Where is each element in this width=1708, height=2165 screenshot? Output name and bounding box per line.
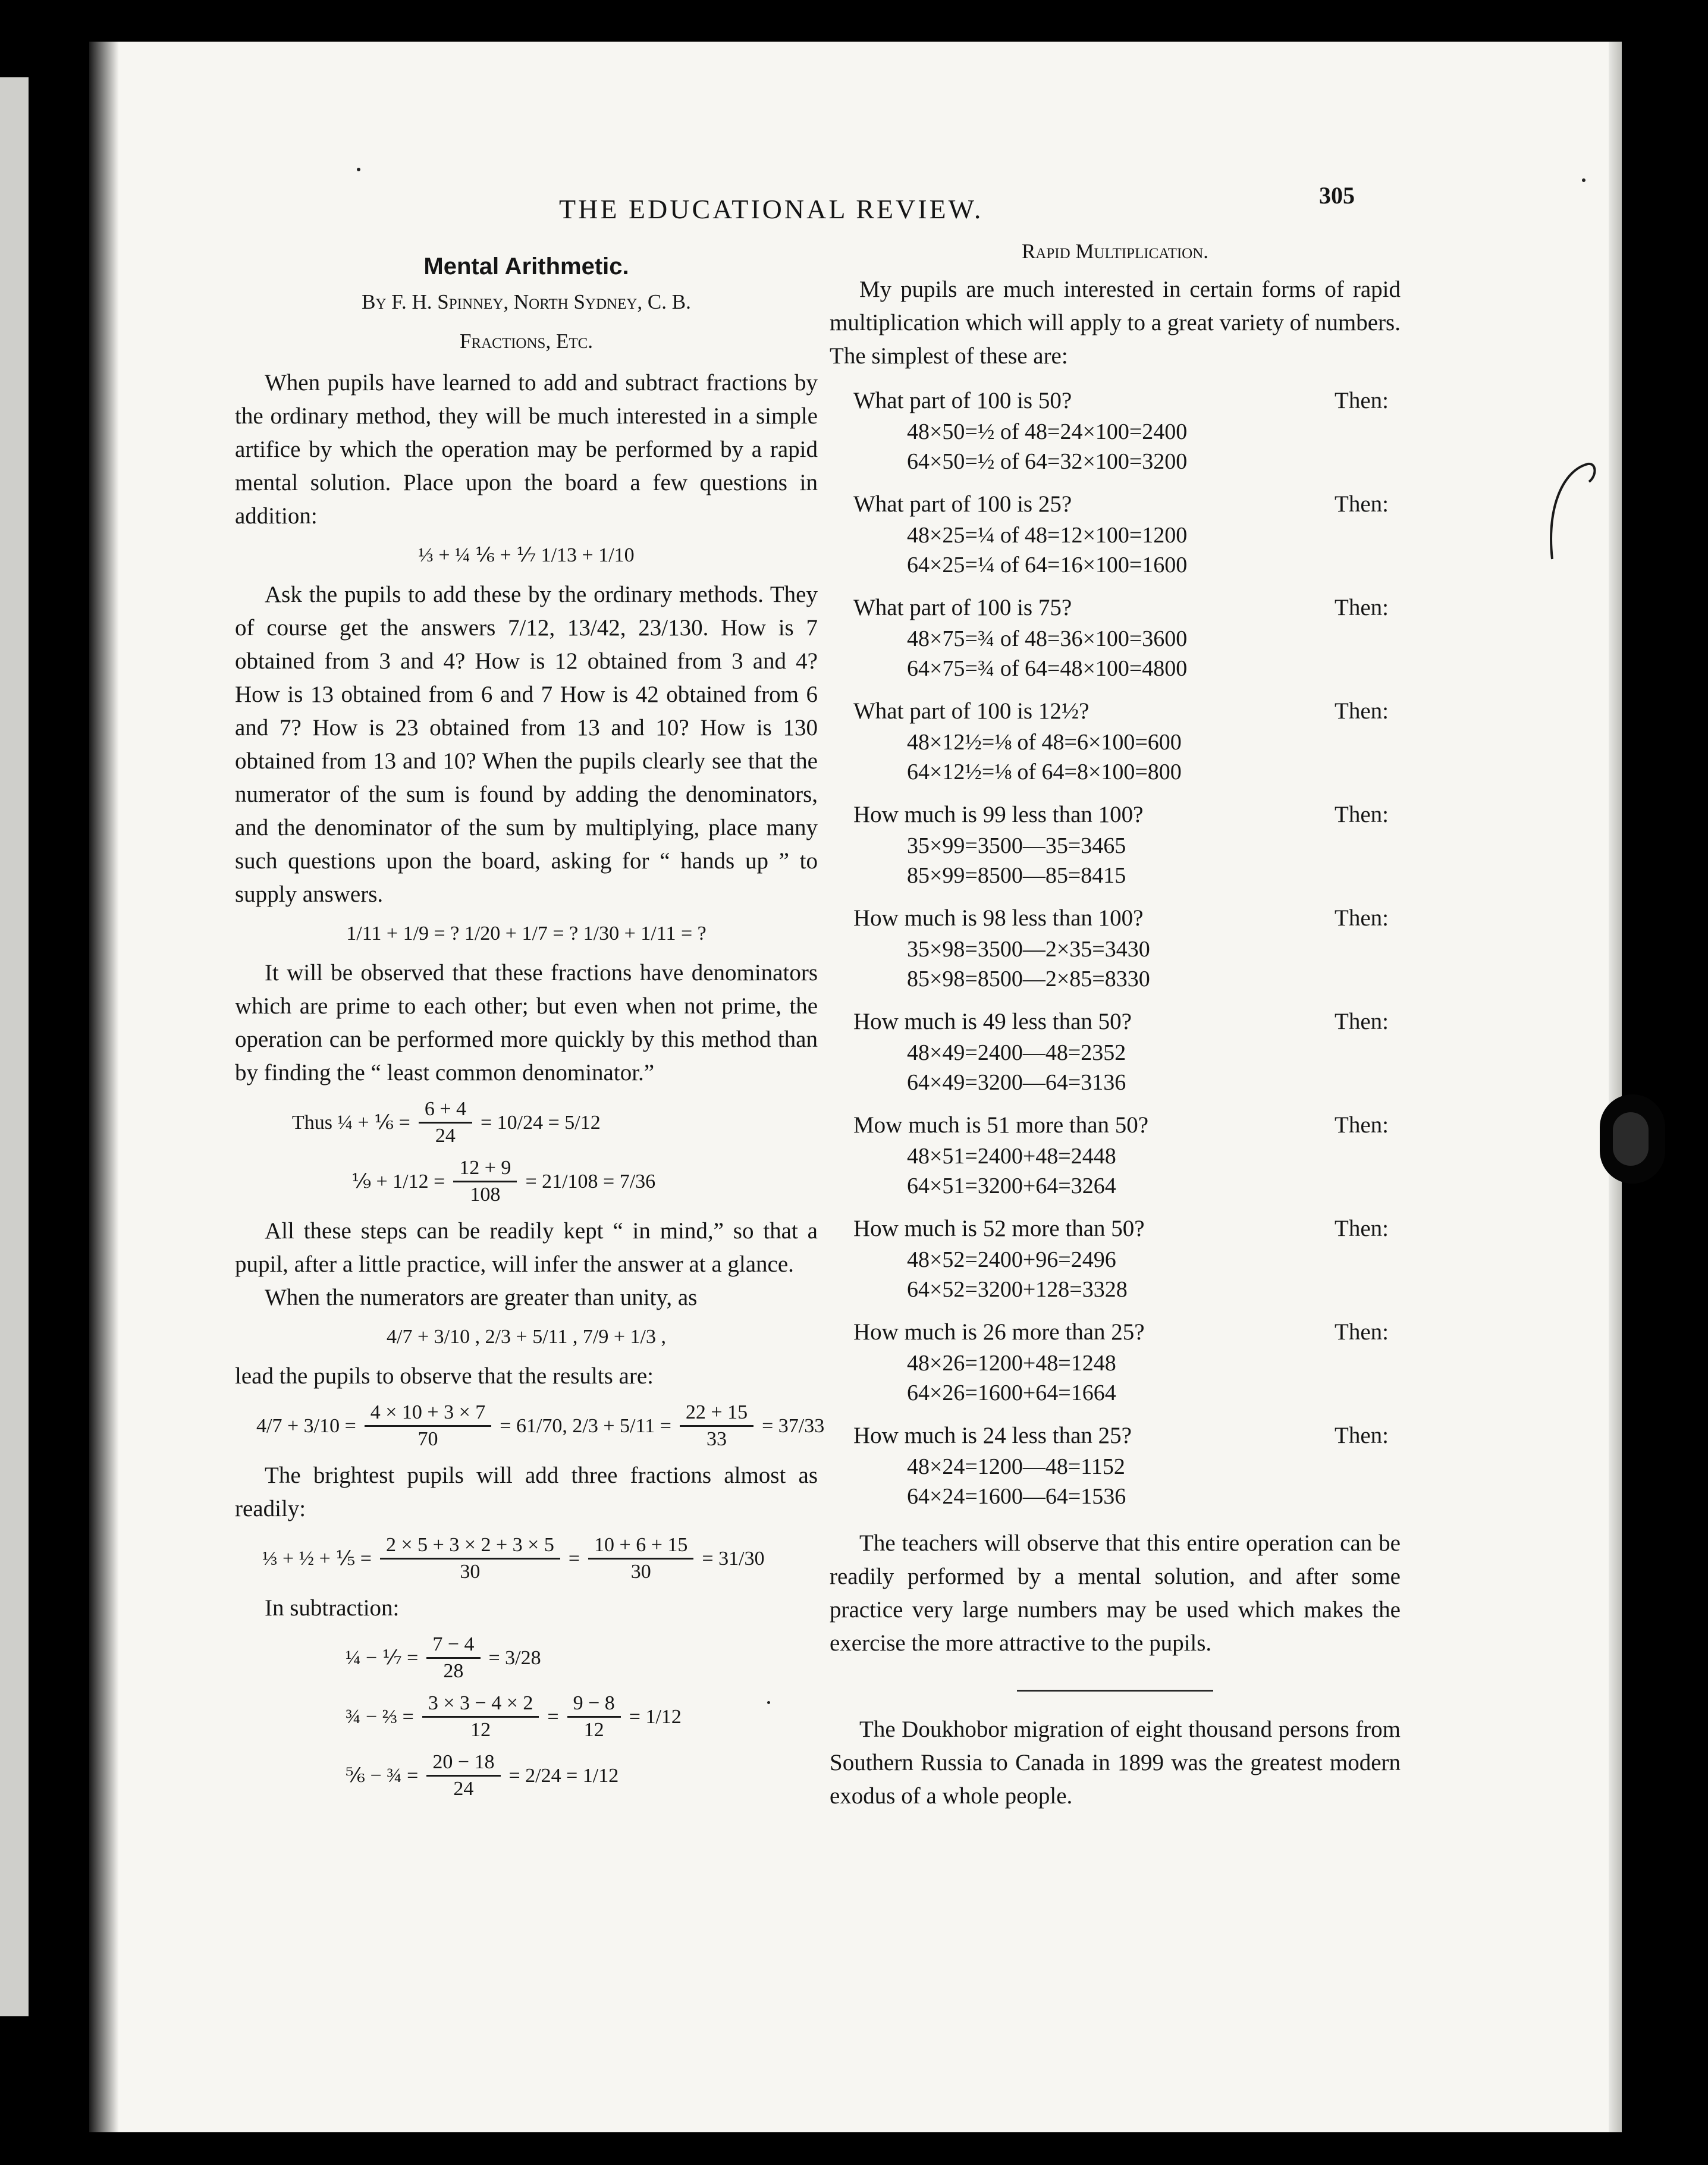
then-label: Then:: [1335, 1112, 1389, 1138]
example-equation: 64×25=¼ of 64=16×100=1600: [907, 553, 1188, 578]
example-equation: 48×49=2400—48=2352: [907, 1040, 1126, 1065]
denominator: 12: [470, 1719, 491, 1741]
page-right-edge: [1609, 42, 1622, 2132]
fraction: [453, 1156, 517, 1207]
example-equation: 64×49=3200—64=3136: [907, 1070, 1126, 1095]
equation-tail: = 2/24 = 1/12: [508, 1764, 619, 1787]
binder-clip-hole: [1613, 1112, 1649, 1166]
fraction: [422, 1691, 539, 1743]
then-label: Then:: [1335, 595, 1389, 620]
right-column: [830, 235, 1401, 1813]
paragraph: My pupils are much interested in certain forms of rapid multiplication which will apply to a great variety of numbers. The simplest of these are:: [830, 277, 1401, 369]
question-text: What part of 100 is 75?: [853, 595, 1072, 620]
fraction: [380, 1533, 560, 1584]
numerator: 4 × 10 + 3 × 7: [365, 1400, 492, 1427]
then-label: Then:: [1335, 1423, 1389, 1448]
paragraph: All these steps can be readily kept “ in mind,” so that a pupil, after a little practice, will infer the answer at a glance.: [235, 1218, 818, 1277]
equation: [235, 1533, 818, 1584]
question-text: What part of 100 is 50?: [853, 388, 1072, 413]
paragraph: The Doukhobor migration of eight thousand persons from Southern Russia to Canada in 1899 was the greatest modern exodus of a whole people.: [830, 1717, 1401, 1809]
article-byline: By F. H. Spinney, North Sydney, C. B.: [362, 290, 691, 313]
example-equation: 64×24=1600—64=1536: [907, 1484, 1126, 1509]
equation: [235, 1097, 818, 1149]
section-divider: [1017, 1690, 1213, 1692]
paragraph: When pupils have learned to add and subtract fractions by the ordinary method, they will be much interested in a simple artifice by which the operation may be performed by a rapid mental solution. Place upon the board a few questions in addition:: [235, 370, 818, 529]
equation-lead: Thus ¼ + ⅙ =: [292, 1111, 410, 1134]
fraction: [588, 1533, 693, 1584]
equation: [235, 1691, 818, 1743]
speck-mark: [1582, 178, 1585, 182]
equation-tail: = 10/24 = 5/12: [481, 1111, 601, 1134]
denominator: 24: [453, 1778, 474, 1800]
question-text: How much is 52 more than 50?: [853, 1216, 1145, 1241]
equation-mid: =: [547, 1705, 559, 1728]
question-text: How much is 98 less than 100?: [853, 905, 1144, 931]
paragraph: When the numerators are greater than unity, as: [265, 1285, 698, 1310]
numerator: 7 − 4: [426, 1632, 480, 1659]
example-equation: 64×51=3200+64=3264: [907, 1174, 1116, 1198]
example-equation: 48×51=2400+48=2448: [907, 1144, 1116, 1169]
left-column: [235, 250, 825, 1809]
equation-tail: = 21/108 = 7/36: [525, 1170, 656, 1193]
example-equation: 64×26=1600+64=1664: [907, 1380, 1116, 1405]
numerator: 6 + 4: [419, 1097, 472, 1124]
example-question: [830, 1006, 1401, 1038]
question-text: How much is 49 less than 50?: [853, 1009, 1132, 1034]
multiplication-examples: [830, 385, 1401, 1511]
speck-mark: [357, 168, 360, 171]
then-label: Then:: [1335, 802, 1389, 827]
denominator: 108: [470, 1184, 501, 1206]
then-label: Then:: [1335, 388, 1389, 413]
numerator: 2 × 5 + 3 × 2 + 3 × 5: [380, 1533, 560, 1560]
equation-tail: = 37/33: [762, 1414, 825, 1437]
equation-tail: = 31/30: [702, 1547, 765, 1570]
adjacent-page-edge: [0, 77, 29, 2016]
denominator: 24: [435, 1125, 456, 1147]
paragraph: It will be observed that these fractions have denominators which are prime to each other; but even when not prime, the operation can be performed more quickly by this method than by finding the “ least common denominator.”: [235, 960, 818, 1085]
equation-lead: ¼ − ⅐ =: [346, 1646, 419, 1669]
fraction: [419, 1097, 472, 1149]
example-question: [830, 1213, 1401, 1245]
equation-lead: ¾ − ⅔ =: [346, 1705, 414, 1728]
paragraph: Ask the pupils to add these by the ordinary methods. They of course get the answers 7/12, 13/42, 23/130. How is 7 obtained from 3 and 4? How is 12 obtained from 3 and 4? How is 13 obtained from 6 and 7 How is 42 obtained from 6 and 7? How is 23 obtained from 13 and 10? How is 130 obtained from 13 and 10? When the pupils clearly see that the numerator of the sum is found by adding the denominators, and the denominator of the sum by multiplying, place many such questions upon the board, asking for “ hands up ” to supply answers.: [235, 582, 818, 907]
equation-mid: =: [568, 1547, 580, 1570]
then-label: Then:: [1335, 1009, 1389, 1034]
pencil-mark-icon: [1546, 452, 1600, 571]
example-fractions: 1/11 + 1/9 = ? 1/20 + 1/7 = ? 1/30 + 1/11 = ?: [346, 923, 707, 945]
question-text: How much is 26 more than 25?: [853, 1319, 1145, 1345]
then-label: Then:: [1335, 1319, 1389, 1345]
numerator: 3 × 3 − 4 × 2: [422, 1691, 539, 1718]
equation-tail: = 1/12: [629, 1705, 682, 1728]
example-fractions: ⅓ + ¼ ⅙ + ⅐ 1/13 + 1/10: [418, 544, 635, 566]
then-label: Then:: [1335, 1216, 1389, 1241]
example-equation: 64×50=½ of 64=32×100=3200: [907, 449, 1188, 474]
example-equation: 48×50=½ of 48=24×100=2400: [907, 419, 1188, 444]
equation-tail: = 3/28: [488, 1646, 541, 1669]
binding-shadow: [89, 42, 119, 2132]
equation-lead: ⅑ + 1/12 =: [351, 1170, 445, 1193]
denominator: 70: [417, 1428, 438, 1450]
equation-lead: ⅓ + ½ + ⅕ =: [262, 1547, 372, 1570]
denominator: 30: [460, 1561, 481, 1583]
example-question: [830, 1420, 1401, 1452]
paragraph: The teachers will observe that this entire operation can be readily performed by a mental solution, and after some practice very large numbers may be used which makes the exercise the more attractive to the pupils.: [830, 1530, 1401, 1656]
question-text: What part of 100 is 12½?: [853, 698, 1090, 724]
denominator: 33: [706, 1428, 727, 1450]
example-equation: 48×75=¾ of 48=36×100=3600: [907, 626, 1188, 651]
question-text: What part of 100 is 25?: [853, 491, 1072, 517]
example-equation: 35×98=3500—2×35=3430: [907, 937, 1150, 962]
article-title: Mental Arithmetic.: [423, 253, 629, 280]
example-equation: 48×25=¼ of 48=12×100=1200: [907, 523, 1188, 548]
example-equation: 85×98=8500—2×85=8330: [907, 967, 1150, 991]
example-equation: 48×26=1200+48=1248: [907, 1351, 1116, 1376]
equation-tail: = 61/70, 2/3 + 5/11 =: [500, 1414, 671, 1437]
fraction: [365, 1400, 492, 1452]
example-equation: 64×52=3200+128=3328: [907, 1277, 1128, 1302]
example-equation: 48×12½=⅛ of 48=6×100=600: [907, 730, 1182, 755]
example-equation: 48×24=1200—48=1152: [907, 1454, 1125, 1479]
article-subtitle: Fractions, Etc.: [459, 330, 594, 353]
fraction: [426, 1750, 500, 1802]
question-text: How much is 99 less than 100?: [853, 802, 1144, 827]
example-equation: 85×99=8500—85=8415: [907, 863, 1126, 888]
paragraph: The brightest pupils will add three fractions almost as readily:: [235, 1463, 818, 1521]
fraction: [680, 1400, 753, 1452]
example-equation: 64×75=¾ of 64=48×100=4800: [907, 656, 1188, 681]
numerator: 22 + 15: [680, 1400, 753, 1427]
example-question: [830, 488, 1401, 520]
example-question: [830, 1316, 1401, 1348]
fraction: [567, 1691, 621, 1743]
paragraph: In subtraction:: [265, 1595, 400, 1621]
denominator: 12: [583, 1719, 604, 1741]
numerator: 9 − 8: [567, 1691, 621, 1718]
example-question: [830, 799, 1401, 831]
example-question: [830, 695, 1401, 727]
denominator: 28: [443, 1660, 464, 1682]
equation: [235, 1156, 818, 1207]
example-question: [830, 902, 1401, 934]
equation: [235, 1632, 818, 1684]
denominator: 30: [630, 1561, 651, 1583]
example-equation: 35×99=3500—35=3465: [907, 833, 1126, 858]
equation: [235, 1750, 818, 1802]
numerator: 10 + 6 + 15: [588, 1533, 693, 1560]
example-fractions: 4/7 + 3/10 , 2/3 + 5/11 , 7/9 + 1/3 ,: [387, 1326, 666, 1348]
then-label: Then:: [1335, 491, 1389, 517]
paragraph: lead the pupils to observe that the results are:: [235, 1363, 654, 1389]
then-label: Then:: [1335, 698, 1389, 724]
example-equation: 48×52=2400+96=2496: [907, 1247, 1116, 1272]
question-text: How much is 24 less than 25?: [853, 1423, 1132, 1448]
example-equation: 64×12½=⅛ of 64=8×100=800: [907, 760, 1182, 785]
numerator: 20 − 18: [426, 1750, 500, 1777]
equation: [235, 1400, 825, 1452]
example-question: [830, 385, 1401, 417]
fraction: [426, 1632, 480, 1684]
running-head: THE EDUCATIONAL REVIEW.: [559, 194, 984, 224]
section-heading: Rapid Multiplication.: [1021, 240, 1209, 263]
equation-lead: ⅚ − ¾ =: [346, 1764, 419, 1787]
question-text: Mow much is 51 more than 50?: [853, 1112, 1149, 1138]
example-question: [830, 592, 1401, 624]
page-number: 305: [1319, 182, 1355, 209]
example-question: [830, 1109, 1401, 1141]
equation-lead: 4/7 + 3/10 =: [256, 1414, 356, 1437]
numerator: 12 + 9: [453, 1156, 517, 1182]
then-label: Then:: [1335, 905, 1389, 931]
